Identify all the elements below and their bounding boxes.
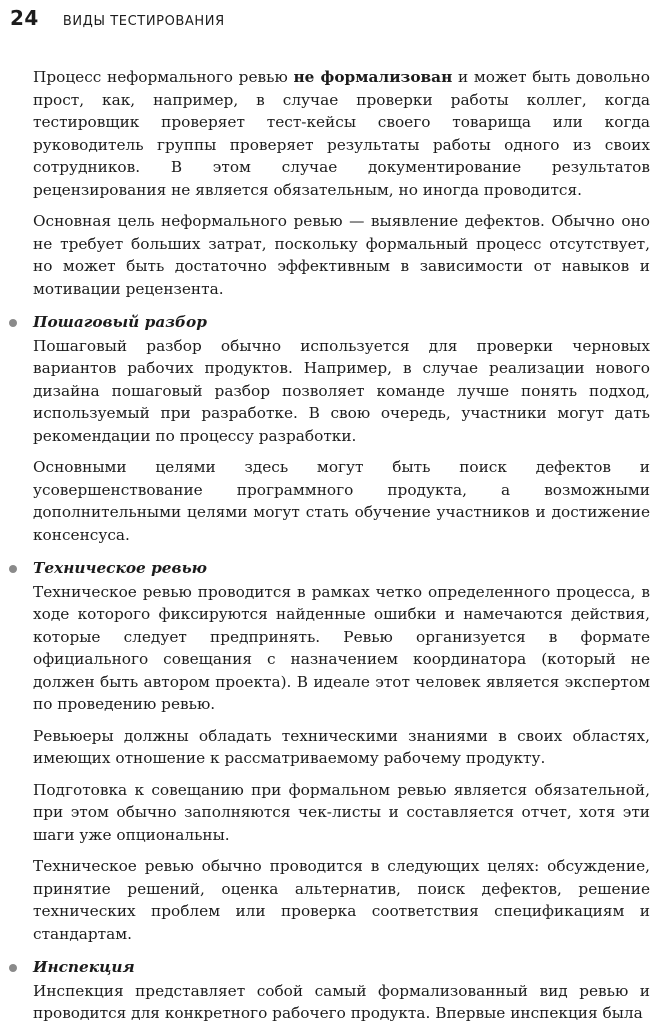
page-header [10, 6, 225, 30]
text-run: Процесс неформального ревью [33, 68, 294, 86]
section-title: Инспекция [33, 958, 135, 976]
section-heading [33, 311, 650, 334]
running-head: ВИДЫ ТЕСТИРОВАНИЯ [62, 14, 225, 29]
paragraph [33, 66, 650, 201]
page-body [33, 66, 650, 1034]
bullet-icon [9, 964, 17, 972]
section-heading [33, 557, 650, 580]
paragraph: Подготовка к совещанию при формальном ревью является обязательной, при этом обычно заполняются чек-листы и составляется отчет, хотя эти шаги уже опциональны. [33, 780, 650, 844]
section-title: Техническое ревью [33, 559, 207, 577]
page-number: 24 [10, 6, 39, 30]
text-run: и может быть довольно прост, как, например, в случае проверки работы коллег, когда тестировщик проверяет тест-кейсы своего товарища или когда руководитель группы проверяет результаты работы одного из своих сотрудников. В этом случае документирование результатов рецензирования не является обязательным, но иногда проводится. [33, 68, 650, 199]
paragraph: Пошаговый разбор обычно используется для проверки черновых вариантов рабочих продуктов. Например, в случае реализации нового дизайна пошаговый разбор позволяет команде лучше понять подход, используемый при разработке. В свою очередь, участники могут дать рекомендации по процессу разработки. [33, 336, 650, 445]
bullet-icon [9, 319, 17, 327]
paragraph: Техническое ревью проводится в рамках четко определенного процесса, в ходе которого фиксируются найденные ошибки и намечаются действия, которые следует предпринять. Ревью организуется в формате официального совещания с назначением координатора (который не должен быть автором проекта). В идеале этот человек является экспертом по проведению ревью. [33, 582, 650, 713]
bold-text: не формализован [293, 68, 453, 86]
section-title: Пошаговый разбор [33, 313, 207, 331]
paragraph: Основными целями здесь могут быть поиск дефектов и усовершенствование программного продукта, а возможными дополнительными целями могут стать обучение участников и достижение консенсуса. [33, 458, 650, 544]
bullet-icon [9, 565, 17, 573]
paragraph: Ревьюеры должны обладать техническими знаниями в своих областях, имеющих отношение к рассматриваемому рабочему продукту. [33, 726, 650, 767]
section-heading [33, 956, 650, 979]
paragraph: Основная цель неформального ревью — выявление дефектов. Обычно оно не требует больших затрат, поскольку формальный процесс отсутствует, но может быть достаточно эффективным в зависимости от навыков и мотивации рецензента. [33, 212, 650, 298]
paragraph: Инспекция представляет собой самый формализованный вид ревью и проводится для конкретного рабочего продукта. Впервые инспекция была [33, 981, 650, 1022]
paragraph: Техническое ревью обычно проводится в следующих целях: обсуждение, принятие решений, оценка альтернатив, поиск дефектов, решение технических проблем или проверка соответствия спецификациям и стандартам. [33, 857, 650, 943]
